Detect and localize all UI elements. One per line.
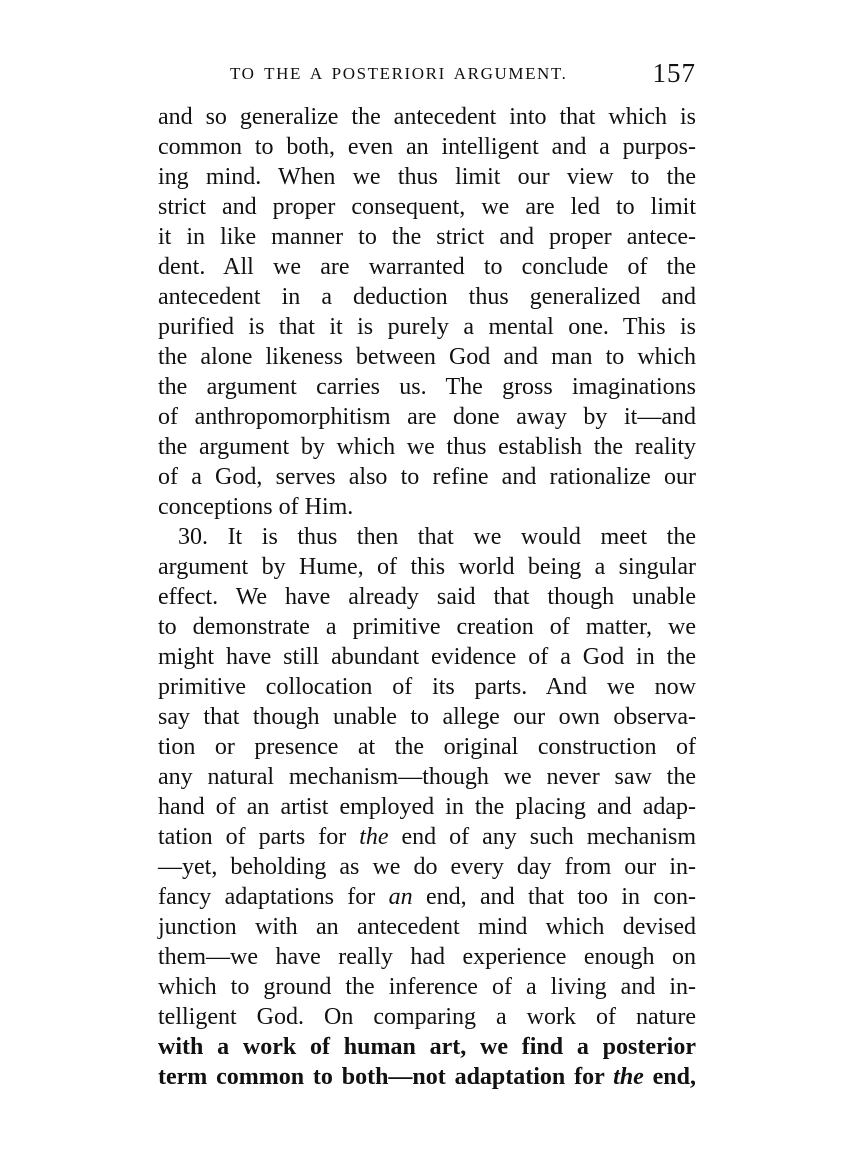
text-line xyxy=(158,1062,696,1092)
text-line: the argument carries us. The gross imaginations xyxy=(158,374,696,400)
text-line: —yet, beholding as we do every day from our in- xyxy=(158,854,696,880)
text-line: and so generalize the antecedent into that which is xyxy=(158,104,696,130)
page-number: 157 xyxy=(652,58,696,88)
text-line: effect. We have already said that though unable xyxy=(158,584,696,610)
text-line: purified is that it is purely a mental one. This is xyxy=(158,314,696,340)
running-head xyxy=(158,58,696,92)
body-text xyxy=(158,102,696,1092)
text-line: argument by Hume, of this world being a singular xyxy=(158,554,696,580)
text-line: antecedent in a deduction thus generalized and xyxy=(158,284,696,310)
text-line: junction with an antecedent mind which devised xyxy=(158,914,696,940)
running-head-title: TO THE A POSTERIORI ARGUMENT. xyxy=(230,64,568,83)
text-segment: fancy adaptations for xyxy=(158,884,376,910)
text-line: common to both, even an intelligent and a purpos- xyxy=(158,134,696,160)
paragraph-end-line: conceptions of Him. xyxy=(158,494,354,520)
text-line: them—we have really had experience enough on xyxy=(158,944,696,970)
italic-word: the xyxy=(613,1064,644,1090)
text-line xyxy=(158,882,696,912)
text-line: ing mind. When we thus limit our view to the xyxy=(158,164,696,190)
text-segment: tation of parts for xyxy=(158,824,347,850)
text-line: primitive collocation of its parts. And we now xyxy=(158,674,696,700)
text-line xyxy=(158,822,696,852)
text-line: it in like manner to the strict and proper antece- xyxy=(158,224,696,250)
text-line: might have still abundant evidence of a God in the xyxy=(158,644,696,670)
text-line: tion or presence at the original construction of xyxy=(158,734,696,760)
text-line: of a God, serves also to refine and rationalize our xyxy=(158,464,696,490)
italic-word: an xyxy=(388,884,413,910)
text-line: strict and proper consequent, we are led to limit xyxy=(158,194,696,220)
paragraph-start-line: 30. It is thus then that we would meet the xyxy=(178,524,696,550)
text-line: telligent God. On comparing a work of nature xyxy=(158,1004,696,1030)
text-line: with a work of human art, we find a posterior xyxy=(158,1034,696,1060)
text-line: dent. All we are warranted to conclude of the xyxy=(158,254,696,280)
text-line: which to ground the inference of a living and in- xyxy=(158,974,696,1000)
text-segment: end, and that too in con- xyxy=(426,884,697,910)
italic-word: the xyxy=(359,824,389,850)
text-segment: end, xyxy=(652,1064,697,1090)
text-segment: term common to both—not adaptation for xyxy=(158,1064,605,1090)
text-line: the argument by which we thus establish the reality xyxy=(158,434,696,460)
text-line: say that though unable to allege our own observa- xyxy=(158,704,696,730)
text-line: to demonstrate a primitive creation of matter, we xyxy=(158,614,696,640)
text-segment: end of any such mechanism xyxy=(401,824,697,850)
text-line: hand of an artist employed in the placing and adap- xyxy=(158,794,696,820)
text-line: the alone likeness between God and man to which xyxy=(158,344,696,370)
text-line: any natural mechanism—though we never saw the xyxy=(158,764,696,790)
text-line: of anthropomorphitism are done away by it—and xyxy=(158,404,696,430)
